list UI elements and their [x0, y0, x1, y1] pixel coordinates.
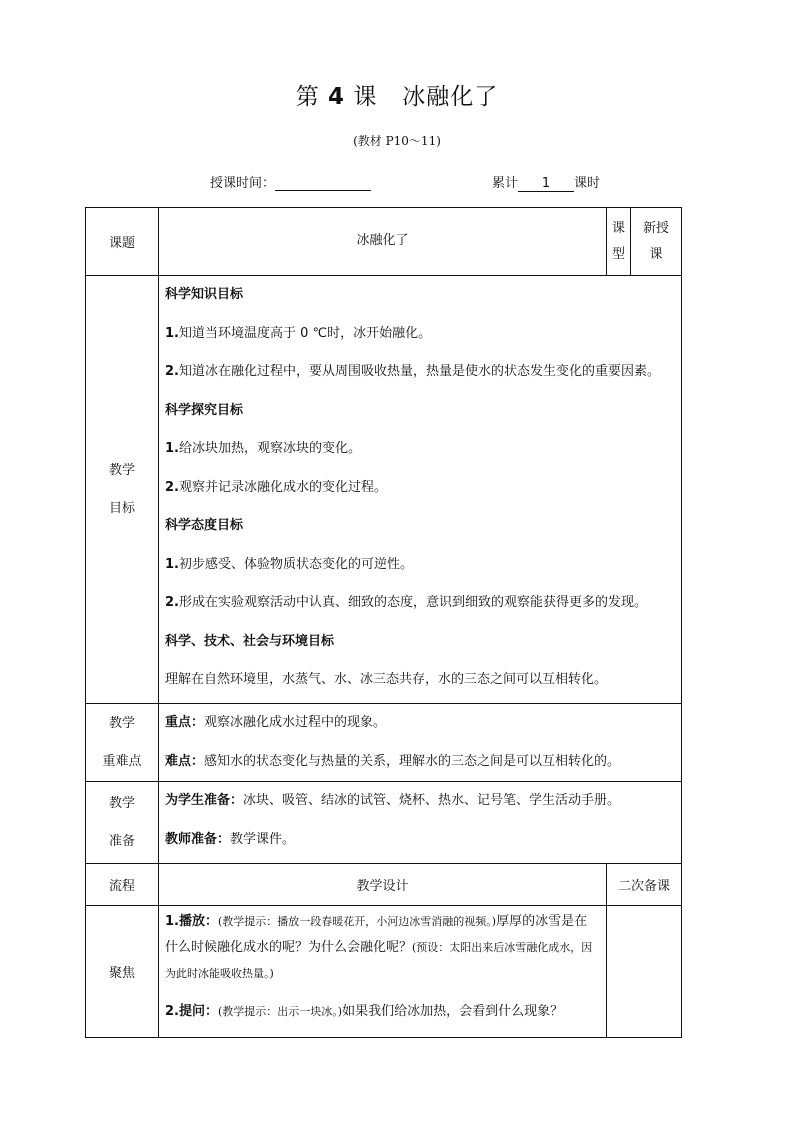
topic-row — [86, 208, 682, 276]
teaching-time-blank — [275, 176, 371, 191]
key-label-1: 教学 — [108, 715, 135, 731]
teaching-time-label: 授课时间： — [210, 176, 276, 191]
teaching-time — [210, 172, 371, 191]
count-prefix: 累计 — [492, 176, 519, 191]
goals-list — [159, 276, 681, 700]
key-points-label — [86, 704, 159, 782]
goals-content — [159, 276, 682, 704]
focus-1-note: (教学提示：播放一段春暖花开，小河边冰雪消融的视频。) — [217, 915, 497, 928]
type-value — [631, 208, 682, 276]
hard-point — [159, 743, 681, 782]
goal-item — [159, 353, 681, 392]
goal-text: 科学探究目标 — [165, 402, 244, 418]
hard-point-text: 感知水的状态变化与热量的关系，理解水的三态之间是可以互相转化的。 — [204, 753, 621, 769]
prep-label-1: 教学 — [108, 795, 135, 811]
focus-1-text: 厚厚的冰雪是在什么时候融化成水的呢？为什么会融化呢？ — [165, 914, 588, 955]
goal-text: 知道当环境温度高于 0 ℃时，冰开始融化。 — [178, 325, 432, 341]
goal-number: 1. — [165, 325, 179, 341]
goal-text: 观察并记录冰融化成水的变化过程。 — [178, 479, 387, 495]
focus-2-text: 如果我们给冰加热，会看到什么现象？ — [342, 1004, 564, 1019]
teacher-prep-label: 教师准备： — [165, 831, 231, 847]
goal-text: 科学、技术、社会与环境目标 — [165, 633, 335, 649]
preparation-row — [86, 782, 682, 864]
goal-text: 初步感受、体验物质状态变化的可逆性。 — [178, 556, 413, 572]
goal-item — [159, 546, 681, 585]
count-value: 1 — [518, 176, 574, 192]
goal-text: 知道冰在融化过程中，要从周围吸收热量，热量是使水的状态发生变化的重要因素。 — [178, 364, 660, 379]
title-prefix: 第 — [295, 84, 320, 110]
flow-label: 流程 — [86, 864, 159, 906]
focus-1-label: 1.播放： — [165, 914, 218, 929]
second-prep-label: 二次备课 — [607, 864, 682, 906]
goal-item — [159, 469, 681, 508]
page-title — [0, 78, 794, 111]
design-label: 教学设计 — [159, 864, 607, 906]
focus-second-prep — [607, 906, 682, 1038]
count-suffix: 课时 — [574, 176, 601, 191]
design-header-row — [86, 864, 682, 906]
goals-label — [86, 276, 159, 704]
key-points-row — [86, 704, 682, 782]
hard-point-label: 难点： — [165, 753, 205, 769]
goal-number: 2. — [165, 364, 179, 379]
textbook-reference: (教材 P10～11) — [353, 134, 441, 148]
focus-design — [159, 906, 606, 1025]
key-label-2: 重难点 — [102, 753, 142, 769]
title-name: 冰融化了 — [402, 84, 499, 110]
focus-1-note-2: (预设：太阳出来后冰雪融化成水，因为此时冰能吸收热量。) — [165, 941, 593, 980]
goal-heading — [159, 623, 681, 662]
goal-item — [159, 661, 681, 700]
title-suffix: 课 — [353, 84, 378, 110]
student-prep — [159, 782, 681, 821]
student-prep-label: 为学生准备： — [165, 793, 244, 808]
student-prep-text: 冰块、吸管、结冰的试管、烧杯、热水、记号笔、学生活动手册。 — [243, 793, 621, 808]
topic-value: 冰融化了 — [159, 208, 607, 276]
preparation-label — [86, 782, 159, 864]
preparation-content — [159, 782, 682, 864]
goal-number: 2. — [165, 479, 179, 495]
teacher-prep — [159, 821, 681, 860]
goal-number: 2. — [165, 595, 179, 610]
type-value-1: 新授 — [642, 220, 669, 236]
key-point-label: 重点： — [165, 715, 205, 730]
key-point-text: 观察冰融化成水过程中的现象。 — [204, 715, 387, 730]
prep-label-2: 准备 — [108, 833, 135, 849]
goal-item — [159, 315, 681, 354]
goal-number: 1. — [165, 441, 179, 456]
key-point — [159, 704, 681, 743]
focus-row — [86, 906, 682, 1038]
goal-heading — [159, 507, 681, 546]
focus-step-2 — [165, 999, 600, 1025]
title-number: 4 — [328, 84, 346, 110]
type-label — [607, 208, 631, 276]
goal-item — [159, 584, 681, 623]
goal-text: 理解在自然环境里，水蒸气、水、冰三态共存，水的三态之间可以互相转化。 — [165, 672, 608, 687]
goals-label-1: 教学 — [108, 462, 135, 478]
focus-2-note: (教学提示：出示一块冰。) — [217, 1005, 343, 1018]
focus-label: 聚焦 — [86, 906, 159, 1038]
goal-heading — [159, 276, 681, 315]
type-value-2: 课 — [649, 246, 663, 262]
type-label-2: 型 — [611, 246, 625, 262]
key-points-content — [159, 704, 682, 782]
goals-label-2: 目标 — [108, 500, 135, 516]
goals-row — [86, 276, 682, 704]
goal-text: 科学知识目标 — [165, 287, 244, 302]
lesson-plan-table — [85, 207, 682, 1038]
focus-2-label: 2.提问： — [165, 1004, 218, 1019]
goal-heading — [159, 392, 681, 431]
teacher-prep-text: 教学课件。 — [230, 831, 296, 847]
focus-step-1 — [165, 909, 600, 987]
goal-number: 1. — [165, 556, 179, 572]
topic-label: 课题 — [86, 208, 159, 276]
goal-text: 科学态度目标 — [165, 518, 244, 533]
focus-content — [159, 906, 607, 1038]
goal-text: 形成在实验观察活动中认真、细致的态度，意识到细致的观察能获得更多的发现。 — [178, 595, 647, 610]
lesson-count — [492, 172, 600, 192]
goal-item — [159, 430, 681, 469]
goal-text: 给冰块加热，观察冰块的变化。 — [178, 441, 361, 456]
type-label-1: 课 — [611, 220, 625, 236]
